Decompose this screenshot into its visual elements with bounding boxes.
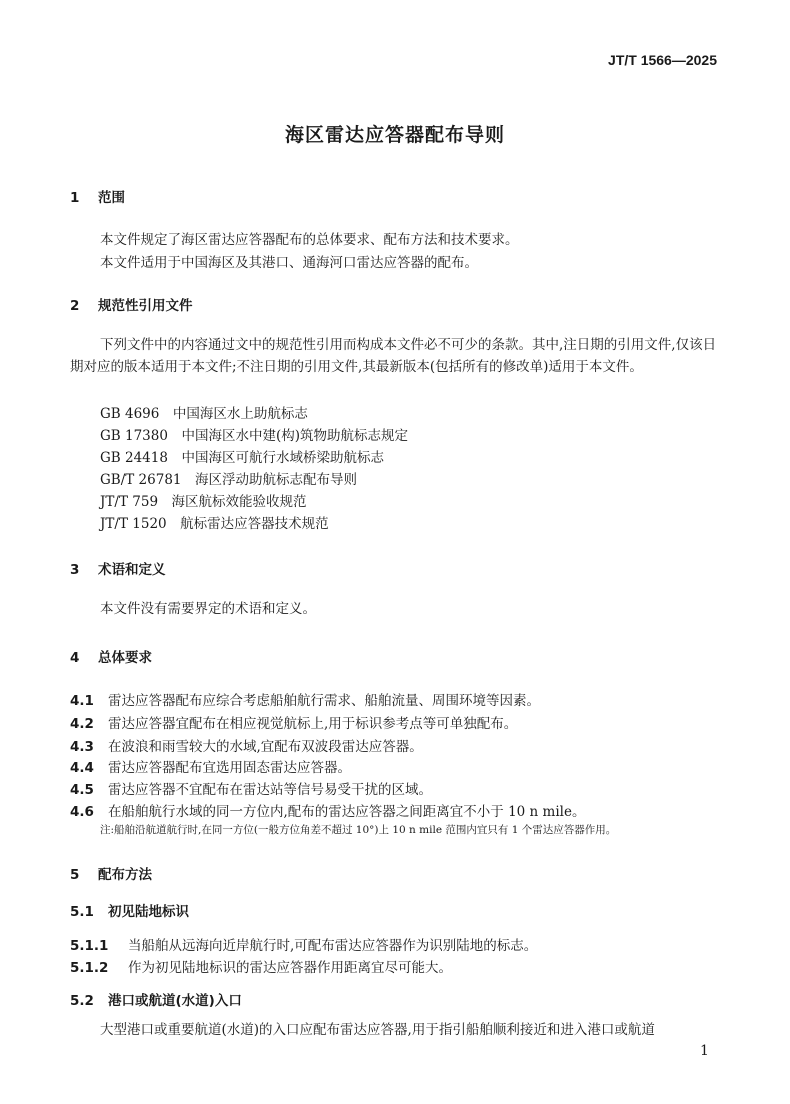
clause-text: 雷达应答器不宜配布在雷达站等信号易受干扰的区域。 xyxy=(108,782,432,798)
section-title: 规范性引用文件 xyxy=(98,298,193,314)
section-title: 术语和定义 xyxy=(98,562,166,578)
subsection-number: 5.2 xyxy=(70,993,94,1009)
subsection-number: 5.1 xyxy=(70,904,94,920)
paragraph: 本文件适用于中国海区及其港口、通海河口雷达应答器的配布。 xyxy=(100,255,478,271)
reference-item: GB 4696 中国海区水上助航标志 xyxy=(100,406,308,422)
clause-item xyxy=(70,712,517,732)
clause-item xyxy=(70,934,537,954)
clause-item xyxy=(70,800,585,820)
clause-text: 在船舶航行水域的同一方位内,配布的雷达应答器之间距离宜不小于 10 n mile。 xyxy=(108,804,586,820)
clause-number: 4.3 xyxy=(70,739,94,755)
section-3-heading xyxy=(70,558,166,578)
reference-item: GB 24418 中国海区可航行水域桥梁助航标志 xyxy=(100,450,384,466)
clause-text: 雷达应答器配布宜选用固态雷达应答器。 xyxy=(108,760,351,776)
subsection-5-2-heading xyxy=(70,989,242,1009)
clause-number: 4.5 xyxy=(70,782,94,798)
section-title: 范围 xyxy=(98,190,125,206)
section-number: 5 xyxy=(70,867,80,883)
subsection-title: 初见陆地标识 xyxy=(108,904,189,920)
clause-number: 5.1.1 xyxy=(70,938,109,954)
paragraph: 本文件规定了海区雷达应答器配布的总体要求、配布方法和技术要求。 xyxy=(100,232,519,248)
clause-number: 5.1.2 xyxy=(70,960,109,976)
reference-item: GB 17380 中国海区水中建(构)筑物助航标志规定 xyxy=(100,428,408,444)
clause-number: 4.6 xyxy=(70,804,94,820)
section-number: 4 xyxy=(70,650,80,666)
section-4-heading xyxy=(70,646,152,666)
clause-text: 当船舶从远海向近岸航行时,可配布雷达应答器作为识别陆地的标志。 xyxy=(128,938,538,954)
section-5-heading xyxy=(70,863,152,883)
page-number: 1 xyxy=(700,1043,709,1059)
section-title: 配布方法 xyxy=(98,867,152,883)
clause-item xyxy=(70,735,423,755)
reference-item: JT/T 759 海区航标效能验收规范 xyxy=(100,494,307,510)
section-title: 总体要求 xyxy=(98,650,152,666)
clause-item xyxy=(70,756,351,776)
paragraph: 大型港口或重要航道(水道)的入口应配布雷达应答器,用于指引船舶顺利接近和进入港口或航道 xyxy=(100,1022,655,1038)
section-number: 1 xyxy=(70,190,80,206)
subsection-5-1-heading xyxy=(70,900,189,920)
clause-item xyxy=(70,956,452,976)
clause-text: 在波浪和雨雪较大的水域,宜配布双波段雷达应答器。 xyxy=(108,739,423,755)
clause-text: 作为初见陆地标识的雷达应答器作用距离宜尽可能大。 xyxy=(128,960,452,976)
reference-item: GB/T 26781 海区浮动助航标志配布导则 xyxy=(100,472,357,488)
clause-number: 4.4 xyxy=(70,760,94,776)
reference-item: JT/T 1520 航标雷达应答器技术规范 xyxy=(100,516,329,532)
subsection-title: 港口或航道(水道)入口 xyxy=(108,993,242,1009)
standard-number: JT/T 1566—2025 xyxy=(608,52,717,68)
note: 注:船舶沿航道航行时,在同一方位(一般方位角差不超过 10°)上 10 n mile 范围内宜只有 1 个雷达应答器作用。 xyxy=(100,824,617,836)
clause-text: 雷达应答器配布应综合考虑船舶航行需求、船舶流量、周围环境等因素。 xyxy=(108,693,540,709)
clause-item xyxy=(70,689,540,709)
paragraph: 下列文件中的内容通过文中的规范性引用而构成本文件必不可少的条款。其中,注日期的引用文件,仅该日期对应的版本适用于本文件;不注日期的引用文件,其最新版本(包括所有的修改单)适用于本文件。 xyxy=(70,337,717,375)
clause-number: 4.2 xyxy=(70,716,94,732)
section-number: 3 xyxy=(70,562,80,578)
clause-text: 雷达应答器宜配布在相应视觉航标上,用于标识参考点等可单独配布。 xyxy=(108,716,518,732)
clause-number: 4.1 xyxy=(70,693,94,709)
section-2-heading xyxy=(70,294,193,314)
paragraph: 本文件没有需要界定的术语和定义。 xyxy=(100,601,316,617)
section-number: 2 xyxy=(70,298,80,314)
document-title: 海区雷达应答器配布导则 xyxy=(284,124,505,146)
clause-item xyxy=(70,778,432,798)
section-1-heading xyxy=(70,186,125,206)
